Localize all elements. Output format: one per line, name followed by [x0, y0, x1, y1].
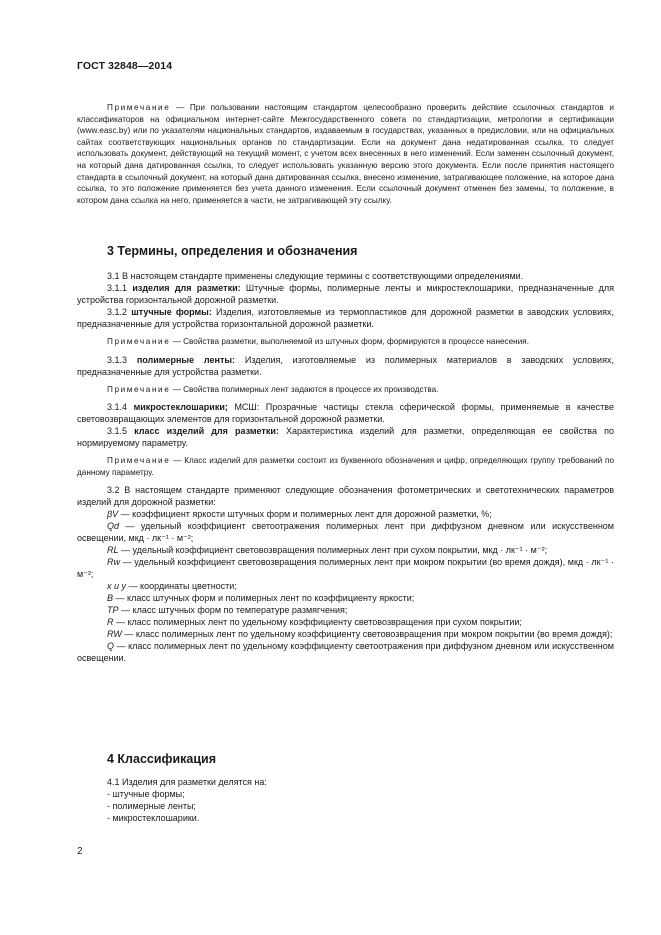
symbol-row	[77, 604, 614, 616]
note-3-1-3	[77, 384, 614, 396]
term: штучные формы:	[131, 307, 212, 317]
symbol: RW	[107, 629, 122, 640]
paragraph-3-1: 3.1 В настоящем стандарте применены следующие термины с соответствующими определениями.	[107, 271, 524, 281]
term: микростеклошарики;	[133, 402, 228, 413]
definition: Штучные формы, полимерные ленты и микростеклошарики, предназначенные для устройства горизонтальной дорожной разметки.	[77, 283, 614, 305]
definition: МСШ: Прозрачные частицы стекла сферической формы, применяемые в качестве световозвращающих элементов для горизонтальной дорожной разметки.	[77, 402, 614, 425]
document-header: ГОСТ 32848—2014	[77, 60, 173, 72]
paragraph-3-1-4	[77, 401, 614, 425]
paragraph-3-1-2	[77, 306, 614, 330]
symbol-definition: — удельный коэффициент светоотражения полимерных лент при диффузном дневном или искусственном освещении, мкд · лк⁻¹ · м⁻²;	[77, 521, 614, 544]
note-text: — При пользовании настоящим стандартом целесообразно проверить действие ссылочных стандартов и классификаторов на официальном интернет-сайте Межгосударственного совета по стандартизации, метрологии и сертификации (www.easc.by) или по указателям национальных стандартов, издаваемым в государствах, указанных в предисловии, или на официальных сайтах соответствующих национальных органов по стандартизации. Если на документ дана недатированная ссылка, то следует использовать документ, действующий на текущий момент, с учетом всех внесенных в него изменений. Если заменен ссылочный документ, на который дана датированная ссылка, то следует использовать указанную версию этого документа. Если после принятия настоящего стандарта в ссылочный документ, на который дана датированная ссылка, внесено изменение, затрагивающее положение, на которое дана ссылка, то это положение применяется без учета данного изменения. Если ссылочный документ отменен без замены, то положение, в котором дана ссылка на него, применяется в части, не затрагивающей эту ссылку.	[77, 103, 614, 205]
top-note	[77, 102, 614, 206]
symbol-definition: — класс штучных форм по температуре размягчения;	[121, 605, 348, 616]
symbol-row	[77, 556, 614, 580]
symbol: R	[107, 617, 114, 628]
term: полимерные ленты:	[136, 354, 236, 365]
symbol-row	[77, 592, 614, 604]
symbol-row	[77, 616, 614, 628]
symbol: Q	[107, 641, 115, 652]
symbol-definition: — координаты цветности;	[128, 581, 237, 592]
paragraph-4-1: 4.1 Изделия для разметки делятся на:	[107, 777, 267, 787]
clause-number: 3.1.2	[107, 307, 128, 317]
list-item: - полимерные ленты;	[107, 801, 196, 811]
note-text: — Класс изделий для разметки состоит из буквенного обозначения и цифр, определяющих группу требований по данному параметру.	[77, 456, 615, 477]
clause-number: 3.1.4	[107, 402, 128, 413]
note-3-1-2	[77, 336, 614, 348]
definition: Изделия, изготовляемые из термопластиков для дорожной разметки в заводских условиях, предназначенные для устройства горизонтальной дорожной разметки.	[77, 307, 614, 329]
symbol-definition: — класс полимерных лент по удельному коэффициенту световозвращения при мокром покрытии (во время дождя);	[124, 629, 613, 640]
symbol: Rw	[107, 557, 120, 568]
note-text: — Свойства полимерных лент задаются в процессе их производства.	[172, 384, 439, 394]
list-item: - микростеклошарики.	[107, 813, 200, 823]
clause-number: 3.1.3	[107, 354, 128, 365]
note-label: Примечание	[107, 384, 171, 394]
symbol: TP	[107, 605, 119, 616]
symbol-definition: — удельный коэффициент световозвращения полимерных лент при мокром покрытии (во время дождя), мкд · лк⁻¹ · м⁻²;	[77, 557, 614, 580]
note-text: — Свойства разметки, выполняемой из штучных форм, формируются в процессе нанесения.	[172, 337, 529, 346]
symbol-row	[77, 640, 614, 664]
symbol-row	[77, 580, 614, 592]
section-3-body	[77, 270, 614, 664]
page-number: 2	[77, 846, 83, 857]
section-4-body	[77, 776, 614, 824]
clause-number: 3.1.5	[107, 426, 128, 437]
definition: Изделия, изготовляемые из полимерных материалов в заводских условиях, предназначенные для устройства разметки.	[77, 354, 614, 377]
list-item: - штучные формы;	[107, 789, 185, 799]
paragraph-3-1-5	[77, 425, 614, 449]
symbol-row	[77, 628, 614, 640]
symbol: x и y	[107, 581, 127, 592]
note-label: Примечание	[107, 456, 171, 466]
symbol-definition: — коэффициент яркости штучных форм и полимерных лент для дорожной разметки, %;	[120, 509, 492, 520]
paragraph-3-1-3	[77, 354, 614, 378]
note-label: Примечание	[107, 103, 171, 112]
symbol-row	[77, 544, 614, 556]
section-4-heading: 4 Классификация	[107, 752, 217, 766]
note-3-1-5	[77, 455, 614, 478]
term: изделия для разметки:	[132, 283, 241, 293]
symbol-row	[77, 508, 614, 520]
paragraph-3-1-1	[77, 282, 614, 306]
symbol: B	[107, 593, 114, 604]
symbol-definition: — удельный коэффициент световозвращения полимерных лент при сухом покрытии, мкд · лк⁻¹ · м⁻²;	[121, 545, 548, 556]
symbol-definition: — класс полимерных лент по удельному коэффициенту световозвращения при сухом покрытии;	[116, 617, 522, 628]
definition: Характеристика изделий для разметки, определяющая ее свойства по нормируемому параметру.	[77, 426, 614, 449]
clause-number: 3.1.1	[107, 283, 128, 293]
symbol: Qd	[107, 521, 120, 532]
section-3-heading: 3 Термины, определения и обозначения	[107, 244, 358, 258]
symbol-definition: — класс полимерных лент по удельному коэффициенту светоотражения при диффузном дневном или искусственном освещении.	[77, 641, 614, 664]
note-label: Примечание	[107, 337, 171, 346]
symbol-definition: — класс штучных форм и полимерных лент по коэффициенту яркости;	[115, 593, 415, 604]
symbol: βV	[107, 509, 119, 520]
term: класс изделий для разметки:	[134, 426, 279, 437]
symbol: RL	[107, 545, 119, 556]
symbol-row	[77, 520, 614, 544]
paragraph-3-2: 3.2 В настоящем стандарте применяют следующие обозначения фотометрических и светотехнических параметров изделий для дорожной разметки:	[77, 485, 614, 508]
